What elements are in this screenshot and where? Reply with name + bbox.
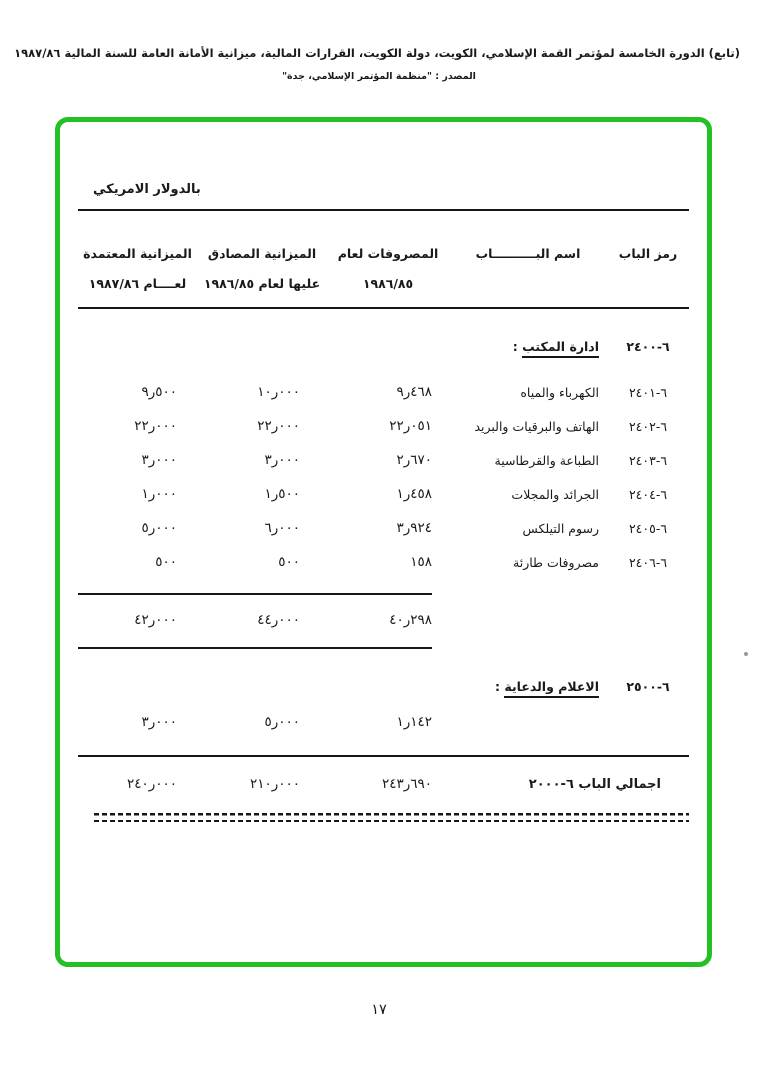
chapter-total-expenses-value: ٢٤٣ر٦٩٠ (381, 776, 432, 792)
budget-sheet (60, 122, 707, 822)
row-expenses-value: ٢ر٦٧٠ (396, 452, 432, 468)
row-expenses-value: ١ر٤٥٨ (396, 486, 432, 502)
row-code: ٦-٢٤٠٣ (628, 452, 668, 468)
row-code: ٦-٢٤٠٦ (628, 554, 668, 570)
row-code: ٦-٢٤٠٥ (628, 520, 668, 536)
table-row (78, 511, 689, 545)
horizontal-rule (78, 755, 689, 757)
document-frame (55, 117, 712, 967)
horizontal-rule (78, 209, 689, 211)
subtotal-expenses-value: ٤٠ر٢٩٨ (389, 612, 432, 628)
section-title-text: الاعلام والدعاية (504, 679, 599, 698)
row-adopted-value: ٣ر٠٠٠ (141, 452, 177, 468)
column-header-expenses-year: ١٩٨٦/٨٥ (362, 276, 414, 291)
row-adopted-value: ١ر٠٠٠ (141, 486, 177, 502)
row-code: ٦-٢٤٠١ (628, 384, 668, 400)
row-code: ٦-٢٤٠٢ (628, 418, 668, 434)
row-name: الكهرباء والمياه (520, 384, 599, 400)
section-title (449, 679, 607, 694)
horizontal-rule (78, 307, 689, 309)
row-adopted-value: ٥ر٠٠٠ (141, 520, 177, 536)
page-number: ١٧ (371, 1002, 387, 1018)
row-expenses-value: ١ر١٤٢ (396, 714, 432, 730)
column-header-code (607, 239, 689, 269)
section-title-colon: : (512, 339, 523, 354)
section-title-text: ادارة المكتب (522, 339, 599, 358)
row-name: الهاتف والبرقيات والبريد (474, 418, 599, 434)
section-title-colon: : (495, 679, 505, 694)
currency-note: بالدولار الامريكي (93, 182, 201, 197)
column-header-adopted (78, 239, 197, 299)
row-expenses-value: ١٥٨ (410, 554, 432, 570)
row-name: مصروفات طارئة (513, 554, 599, 570)
chapter-total-label: اجمالي الباب ٦-٢٠٠٠ (528, 776, 661, 792)
chapter-total-approved-value: ٢١٠ر٠٠٠ (249, 776, 300, 792)
column-header-approved (197, 239, 327, 299)
section-rows (78, 375, 689, 579)
row-adopted-value: ٣ر٠٠٠ (141, 714, 177, 730)
column-header-approved-label: الميزانية المصادق (207, 246, 317, 261)
row-approved-value: ٥٠٠ (278, 554, 300, 570)
section-subtotal-row (78, 605, 689, 635)
row-expenses-value: ٢٢ر٠٥١ (389, 418, 432, 434)
column-header-name-label: اسم البــــــــــاب (475, 246, 581, 261)
column-header-name (449, 239, 607, 269)
table-row (78, 443, 689, 477)
section-title (449, 339, 607, 354)
column-header-approved-year: عليها لعام ١٩٨٦/٨٥ (203, 276, 321, 291)
scan-speck (744, 652, 748, 656)
column-header-expenses-label: المصروفات لعام (337, 246, 439, 261)
row-approved-value: ٦ر٠٠٠ (264, 520, 300, 536)
row-name: الطباعة والقرطاسية (494, 452, 599, 468)
table-row (78, 477, 689, 511)
row-adopted-value: ٢٢ر٠٠٠ (134, 418, 177, 434)
row-name: رسوم التيلكس (522, 520, 599, 536)
section-header-office-admin (78, 339, 689, 361)
subtotal-adopted-value: ٤٢ر٠٠٠ (134, 612, 177, 628)
section-header-information-publicity (78, 679, 689, 701)
subtotal-rule (78, 593, 432, 595)
row-code: ٦-٢٤٠٤ (628, 486, 668, 502)
column-header-code-label: رمز الباب (618, 246, 678, 261)
row-approved-value: ١٠ر٠٠٠ (257, 384, 300, 400)
table-row (78, 409, 689, 443)
row-adopted-value: ٩ر٥٠٠ (141, 384, 177, 400)
row-expenses-value: ٩ر٤٦٨ (396, 384, 432, 400)
row-name: الجرائد والمجلات (511, 486, 599, 502)
section-code: ٦-٢٥٠٠ (626, 679, 670, 694)
chapter-total-adopted-value: ٢٤٠ر٠٠٠ (126, 776, 177, 792)
row-adopted-value: ٥٠٠ (155, 554, 177, 570)
table-header-row (78, 239, 689, 299)
section-code: ٦-٢٤٠٠ (626, 339, 670, 354)
subtotal-approved-value: ٤٤ر٠٠٠ (257, 612, 300, 628)
row-approved-value: ٣ر٠٠٠ (264, 452, 300, 468)
source-note: المصدر : "منظمة المؤتمر الإسلامي، جدة" (282, 71, 476, 82)
column-header-adopted-label: الميزانية المعتمدة (83, 246, 192, 261)
table-row (78, 545, 689, 579)
table-row (78, 707, 689, 737)
table-row (78, 375, 689, 409)
column-header-expenses (327, 239, 449, 299)
subtotal-rule (78, 647, 432, 649)
column-header-adopted-year: لعــــام ١٩٨٧/٨٦ (88, 276, 187, 291)
row-approved-value: ١ر٥٠٠ (264, 486, 300, 502)
row-approved-value: ٥ر٠٠٠ (264, 714, 300, 730)
row-approved-value: ٢٢ر٠٠٠ (257, 418, 300, 434)
chapter-total-row (78, 767, 689, 801)
document-header-line: (تابع) الدورة الخامسة لمؤتمر القمة الإسلامي، الكويت، دولة الكويت، القرارات المالية، ميزانية الأمانة العامة للسنة المالية ١٩٨٧/٨٦ (14, 46, 740, 60)
row-expenses-value: ٣ر٩٢٤ (396, 520, 432, 536)
double-rule (94, 813, 689, 822)
